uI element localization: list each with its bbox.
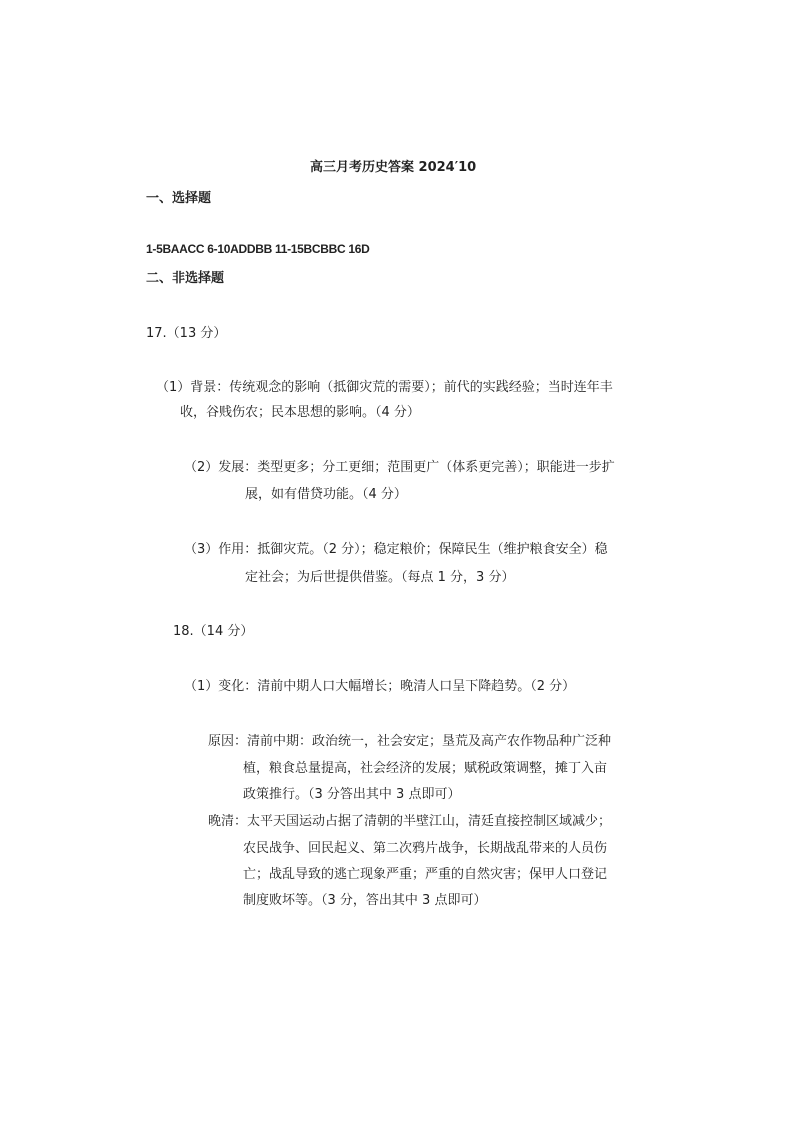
q17-part2-line: （2）发展：类型更多；分工更细；范围更广（体系更完善）；职能进一步扩 (184, 460, 615, 475)
section-heading-nonchoice: 二、非选择题 (146, 271, 225, 286)
q18-lateqing-line: 制度败坏等。（3 分，答出其中 3 点即可） (243, 893, 487, 908)
q18-reason-line: 原因：清前中期：政治统一，社会安定；垦荒及高产农作物品种广泛种 (208, 734, 612, 749)
q17-part1-line: （1）背景：传统观念的影响（抵御灾荒的需要）；前代的实践经验；当时连年丰 (156, 380, 613, 395)
q18-reason-line: 政策推行。（3 分答出其中 3 点即可） (243, 787, 461, 802)
q18-reason-line: 植，粮食总量提高，社会经济的发展；赋税政策调整，摊丁入亩 (243, 761, 608, 776)
q17-part1-line: 收，谷贱伤农；民本思想的影响。（4 分） (180, 405, 420, 420)
q18-part1: （1）变化：清前中期人口大幅增长；晚清人口呈下降趋势。（2 分） (184, 679, 576, 694)
section-heading-choice: 一、选择题 (146, 191, 212, 206)
q17-part3-line: （3）作用：抵御灾荒。（2 分）；稳定粮价；保障民生（维护粮食安全）稳 (184, 542, 608, 557)
q18-lateqing-line: 农民战争、回民起义、第二次鸦片战争，长期战乱带来的人员伤 (243, 841, 608, 856)
q17-part3-line: 定社会；为后世提供借鉴。（每点 1 分，3 分） (245, 570, 515, 585)
q17-header: 17.（13 分） (146, 326, 227, 341)
q18-lateqing-line: 亡；战乱导致的逃亡现象严重；严重的自然灾害；保甲人口登记 (243, 867, 608, 882)
q18-lateqing-line: 晚清：太平天国运动占据了清朝的半壁江山，清廷直接控制区域减少； (208, 814, 612, 829)
choice-answers: 1-5BAACC 6-10ADDBB 11-15BCBBC 16D (146, 242, 370, 256)
document-title: 高三月考历史答案 2024′10 (310, 160, 477, 175)
q17-part2-line: 展，如有借贷功能。（4 分） (245, 487, 407, 502)
q18-header: 18.（14 分） (173, 624, 254, 639)
